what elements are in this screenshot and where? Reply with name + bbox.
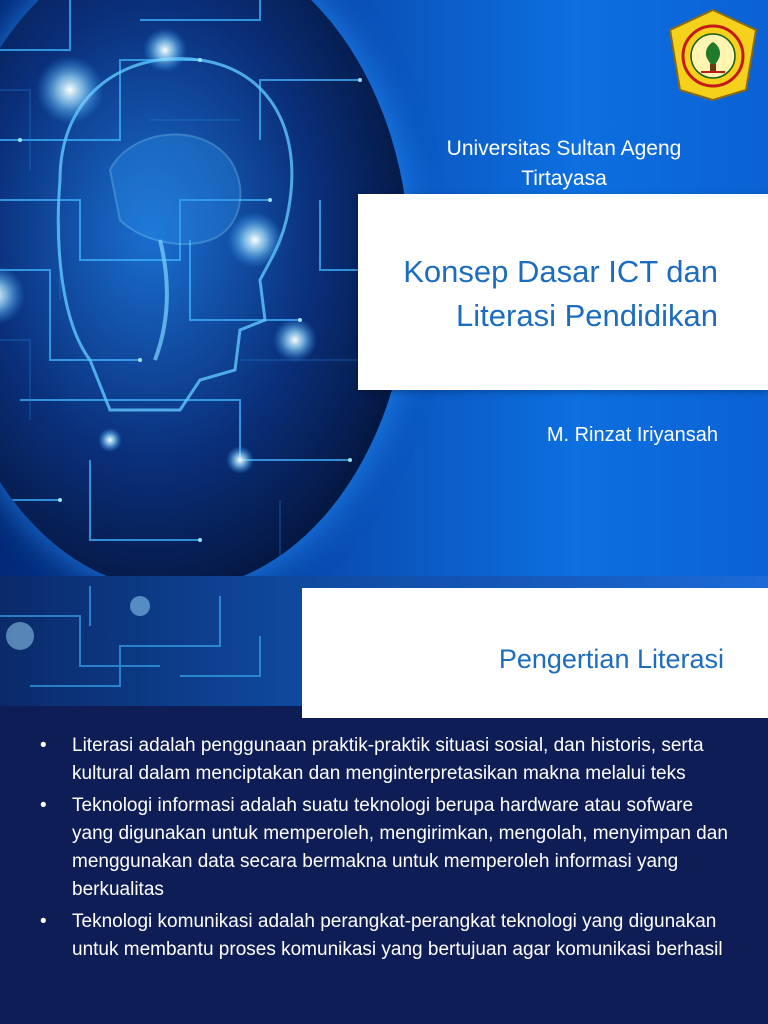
presentation-title [338, 250, 718, 338]
content-slide [0, 576, 768, 1024]
university-seal-icon [664, 6, 762, 102]
bullet-dot: • [40, 911, 47, 932]
list-item [38, 792, 738, 904]
heading-band [302, 588, 768, 718]
university-logo [664, 6, 762, 102]
title-band [358, 194, 768, 390]
bullet-dot: • [40, 735, 47, 756]
bullet-text: Teknologi komunikasi adalah perangkat-perangkat teknologi yang digunakan untuk membantu proses komunikasi yang bertujuan agar komunikasi berhasil [72, 911, 723, 960]
list-item [38, 732, 738, 788]
title-line-2: Literasi Pendidikan [456, 298, 718, 333]
list-item [38, 908, 738, 964]
author-name: M. Rinzat Iriyansah [546, 424, 718, 446]
title-line-1: Konsep Dasar ICT dan [403, 254, 718, 289]
bullet-text: Teknologi informasi adalah suatu teknologi berupa hardware atau sofware yang digunakan untuk memperoleh, mengirimkan, mengolah, menyimpan dan menggunakan data secara bermakna untuk memperoleh informasi yang berkualitas [72, 795, 728, 900]
bullet-list [38, 732, 738, 968]
university-name: Universitas Sultan Ageng Tirtayasa [446, 137, 682, 190]
bullet-dot: • [40, 795, 47, 816]
bullet-text: Literasi adalah penggunaan praktik-praktik situasi sosial, dan historis, serta kultural dalam menciptakan dan menginterpretasikan makna melalui teks [72, 735, 704, 784]
section-heading: Pengertian Literasi [498, 644, 724, 674]
